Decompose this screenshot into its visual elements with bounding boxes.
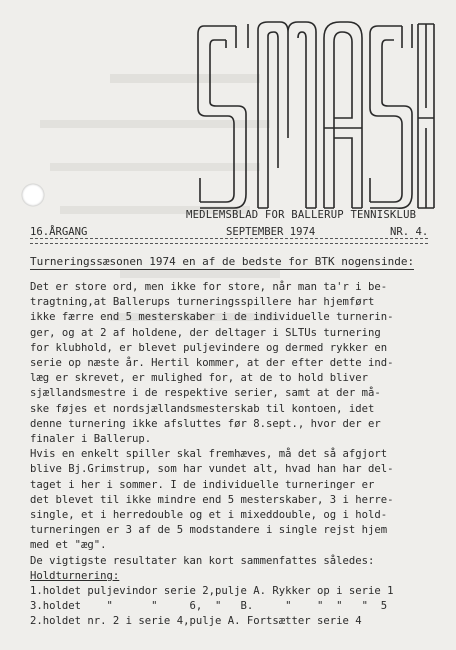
body-line: læg er skrevet, er mulighed for, at de to hold bliver [30, 372, 369, 385]
body-line: Det er store ord, men ikke for store, når man ta'r i be- [30, 281, 388, 293]
body-line: denne turnering ikke afsluttes før 8.sept., hvor der er [30, 417, 381, 430]
newsletter-subtitle: MEDLEMSBLAD FOR BALLERUP TENNISKLUB [186, 209, 417, 221]
issue-date: SEPTEMBER 1974 [226, 226, 316, 238]
body-line: taget i her i sommer. I de individuelle turneringer er [30, 478, 375, 491]
body-line: finaler i Ballerup. [30, 433, 152, 446]
smash-masthead-logo [196, 18, 436, 210]
punch-hole [22, 184, 44, 206]
body-line: for klubhold, er blevet puljevindere og dermed rykker en [30, 341, 388, 354]
result-line: 2.holdet nr. 2 i serie 4,pulje A. Fortsætter serie 4 [30, 615, 362, 628]
issue-number: NR. 4. [390, 226, 429, 238]
body-line: blive Bj.Grimstrup, som har vundet alt, hvad han har del- [30, 463, 394, 476]
body-line: De vigtigste resultater kan kort sammenfattes således: [30, 554, 375, 567]
body-line: single, et i herredouble og et i mixeddouble, og i hold- [30, 509, 388, 522]
body-line: sjællandsmestre i de respektive serier, samt at der må- [30, 387, 381, 400]
article-body [30, 280, 435, 630]
body-line: med et "æg". [30, 539, 107, 552]
body-line: serie op næste år. Hertil kommer, at der efter dette ind- [30, 357, 394, 370]
body-line: ger, og at 2 af holdene, der deltager i SLTUs turnering [30, 326, 381, 339]
result-line: 1.holdet puljevindor serie 2,pulje A. Rykker op i serie 1 [30, 585, 394, 598]
results-subheading: Holdturnering: [30, 569, 120, 582]
body-line: tragtning,at Ballerups turneringsspillere har hjemført [30, 296, 375, 309]
result-line: 3.holdet " " 6, " B. " " " " 5 [30, 600, 388, 613]
article-headline: Turneringssæsonen 1974 en af de bedste for BTK nogensinde: [30, 255, 415, 268]
body-line: det blevet til ikke mindre end 5 mesterskaber, 3 i herre- [30, 493, 394, 506]
volume-label: 16.ÅRGANG [30, 226, 88, 238]
body-line: turneringen er 3 af de 5 modstandere i single rejst hjem [30, 524, 388, 537]
body-line: Hvis en enkelt spiller skal fremhæves, må det så afgjort [30, 448, 388, 461]
body-line: ikke færre end 5 mesterskaber i de individuelle turnerin- [30, 311, 394, 324]
body-line: ske føjes et nordsjællandsmesterskab til kontoen, idet [30, 402, 375, 415]
double-rule-divider [30, 238, 428, 244]
